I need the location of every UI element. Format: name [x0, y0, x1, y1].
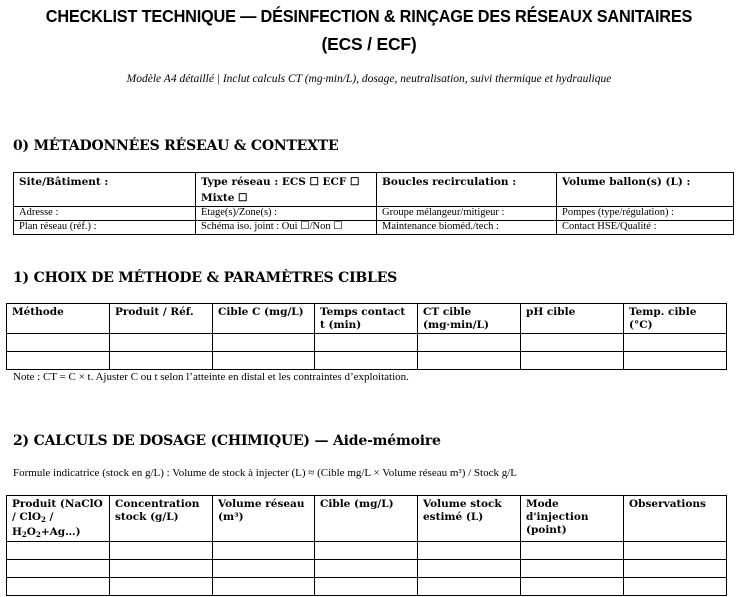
groupe-melangeur-field[interactable]: Groupe mélangeur/mitigeur :: [377, 207, 557, 221]
column-header: Produit / Réf.: [110, 304, 213, 334]
adresse-field[interactable]: Adresse :: [14, 207, 196, 221]
column-header: Méthode: [7, 304, 110, 334]
table-cell[interactable]: [213, 560, 315, 578]
site-batiment-field[interactable]: Site/Bâtiment :: [14, 173, 196, 207]
table-row: [14, 173, 734, 207]
column-header: CT cible (mg·min/L): [418, 304, 521, 334]
table-cell[interactable]: [624, 542, 727, 560]
column-header: [7, 496, 110, 542]
produit-header-text: Produit (NaClO / $ClO_2 / H_2O_2+Ag\dots$): [12, 498, 103, 539]
maintenance-field[interactable]: Maintenance bioméd./tech :: [377, 221, 557, 235]
table-cell[interactable]: [213, 542, 315, 560]
table-cell[interactable]: [213, 334, 315, 352]
section-1-heading: 1) CHOIX DE MÉTHODE & PARAMÈTRES CIBLES: [13, 270, 398, 286]
contact-hse-field[interactable]: Contact HSE/Qualité :: [557, 221, 734, 235]
table-cell[interactable]: [315, 542, 418, 560]
schema-iso-field[interactable]: Schéma iso. joint : Oui ☐/Non ☐: [196, 221, 377, 235]
table-cell[interactable]: [315, 334, 418, 352]
table-row: [7, 542, 727, 560]
table-cell[interactable]: [521, 334, 624, 352]
table-cell[interactable]: [418, 560, 521, 578]
column-header: Observations: [624, 496, 727, 542]
title-line-2: (ECS / ECF): [321, 34, 417, 54]
volume-ballon-field[interactable]: Volume ballon(s) (L) :: [557, 173, 734, 207]
table-cell[interactable]: [7, 542, 110, 560]
pompes-field[interactable]: Pompes (type/régulation) :: [557, 207, 734, 221]
table-cell[interactable]: [110, 560, 213, 578]
boucles-recirculation-field[interactable]: Boucles recirculation :: [377, 173, 557, 207]
table-header-row: [7, 496, 727, 542]
table-cell[interactable]: [7, 560, 110, 578]
column-header: Temp. cible (°C): [624, 304, 727, 334]
table-row: [7, 578, 727, 596]
table-cell[interactable]: [418, 334, 521, 352]
table-cell[interactable]: [110, 578, 213, 596]
table-row: [7, 334, 727, 352]
column-header: pH cible: [521, 304, 624, 334]
document-title: [0, 2, 738, 58]
table-cell[interactable]: [315, 578, 418, 596]
table-cell[interactable]: [624, 578, 727, 596]
table-row: [7, 352, 727, 370]
table-header-row: [7, 304, 727, 334]
table-cell[interactable]: [418, 542, 521, 560]
section-0-heading: 0) MÉTADONNÉES RÉSEAU & CONTEXTE: [13, 138, 339, 154]
table-cell[interactable]: [7, 334, 110, 352]
table-cell[interactable]: [418, 578, 521, 596]
column-header: Temps contact t (min): [315, 304, 418, 334]
table-cell[interactable]: [7, 578, 110, 596]
dosage-formula: Formule indicatrice (stock en g/L) : Volume de stock à injecter (L) ≈ (Cible mg/L × Volume réseau m³) / Stock g/L: [13, 467, 518, 479]
column-header: Cible C (mg/L): [213, 304, 315, 334]
table-cell[interactable]: [624, 334, 727, 352]
section-2-heading: 2) CALCULS DE DOSAGE (CHIMIQUE) — Aide-mémoire: [13, 433, 441, 449]
table-cell[interactable]: [110, 352, 213, 370]
column-header: Cible (mg/L): [315, 496, 418, 542]
table-cell[interactable]: [213, 578, 315, 596]
table-cell[interactable]: [521, 560, 624, 578]
plan-reseau-field[interactable]: Plan réseau (réf.) :: [14, 221, 196, 235]
metadata-table: [13, 172, 734, 235]
table-cell[interactable]: [624, 560, 727, 578]
method-parameters-table: [6, 303, 727, 370]
table-row: [7, 560, 727, 578]
column-header: Mode d'injection (point): [521, 496, 624, 542]
table-cell[interactable]: [521, 542, 624, 560]
table-cell[interactable]: [624, 352, 727, 370]
table-cell[interactable]: [418, 352, 521, 370]
table-cell[interactable]: [110, 334, 213, 352]
table-row: [14, 221, 734, 235]
etage-zone-field[interactable]: Étage(s)/Zone(s) :: [196, 207, 377, 221]
column-header: Concentration stock (g/L): [110, 496, 213, 542]
title-line-1: CHECKLIST TECHNIQUE — DÉSINFECTION & RINÇAGE DES RÉSEAUX SANITAIRES: [45, 6, 693, 26]
type-reseau-field[interactable]: Type réseau : ECS ☐ ECF ☐ Mixte ☐: [196, 173, 377, 207]
table-cell[interactable]: [7, 352, 110, 370]
table-cell[interactable]: [315, 352, 418, 370]
table-cell[interactable]: [521, 352, 624, 370]
table-cell[interactable]: [110, 542, 213, 560]
document-subtitle: Modèle A4 détaillé | Inclut calculs CT (mg·min/L), dosage, neutralisation, suivi thermique et hydraulique: [126, 73, 612, 85]
ct-note: Note : CT = C × t. Ajuster C ou t selon l’atteinte en distal et les contraintes d’exploitation.: [13, 371, 409, 383]
table-cell[interactable]: [315, 560, 418, 578]
table-cell[interactable]: [521, 578, 624, 596]
dosage-table: [6, 495, 727, 596]
table-cell[interactable]: [213, 352, 315, 370]
table-row: [14, 207, 734, 221]
column-header: Volume stock estimé (L): [418, 496, 521, 542]
column-header: Volume réseau (m³): [213, 496, 315, 542]
